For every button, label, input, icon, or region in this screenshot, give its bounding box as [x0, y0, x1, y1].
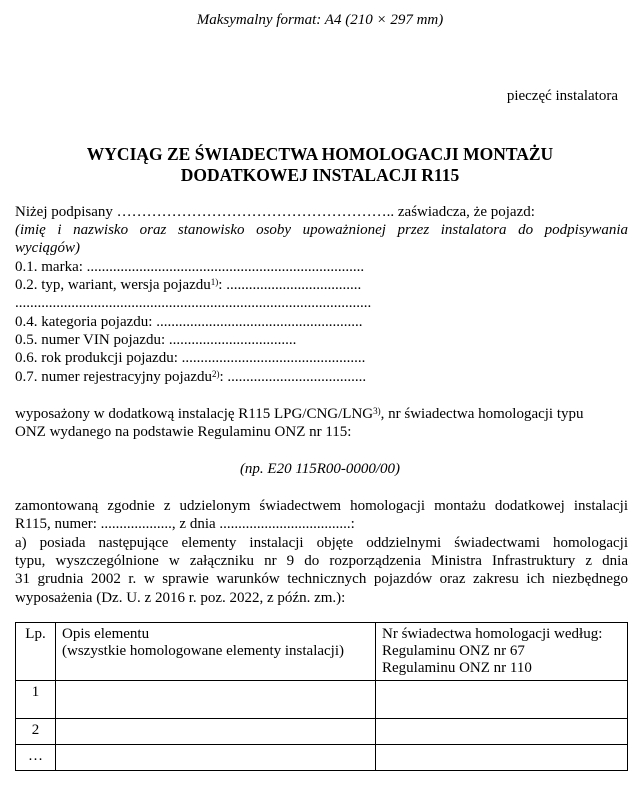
equipped-line-2: ONZ wydanego na podstawie Regulaminu ONZ nr 115:	[15, 424, 352, 440]
intro-note-line-1: (imię i nazwisko oraz stanowisko osoby upoważnionej przez instalatora do podpisywania	[15, 222, 628, 238]
table-cell	[56, 681, 376, 719]
footnote-1-ref: 1)	[210, 277, 219, 287]
installer-stamp-label: pieczęć instalatora	[506, 88, 618, 104]
field-registration: 0.7. numer rejestracyjny pojazdu$^{2)}$: .....................................	[15, 369, 367, 385]
format-note: Maksymalny format: A4 (210 × 297 mm)	[196, 12, 444, 28]
field-production-year: 0.6. rok produkcji pojazdu: .................................................	[15, 350, 366, 366]
title-line-2: DODATKOWEJ INSTALACJI R115	[180, 165, 460, 185]
table-cell	[376, 681, 628, 719]
field-make: 0.1. marka: ..........................................................................	[15, 259, 365, 275]
footnote-3-ref: 3)	[373, 406, 381, 416]
table-cell	[56, 745, 376, 771]
clause-a-line-2: typu, wyszczególnione w załączniku nr 9 do rozporządzenia Ministra Infrastruktury z dnia	[15, 553, 628, 569]
intro-line: Niżej podpisany ……………………………………………….. zaświadcza, że pojazd:	[15, 204, 535, 220]
header-description: Opis elementu (wszystkie homologowane elementy instalacji)	[56, 623, 376, 681]
table-row: …	[16, 745, 628, 771]
intro-note-line-2: wyciągów)	[15, 240, 80, 256]
header-certificate: Nr świadectwa homologacji według: Regulaminu ONZ nr 67 Regulaminu ONZ nr 110	[376, 623, 628, 681]
example-number: (np. E20 115R00-0000/00)	[239, 461, 401, 477]
table-cell	[56, 719, 376, 745]
mounted-line-1: zamontowaną zgodnie z udzielonym świadectwem homologacji montażu dodatkowej instalacji	[15, 498, 628, 514]
clause-a-line-1: a) posiada następujące elementy instalacji objęte oddzielnymi świadectwami homologacji	[15, 535, 628, 551]
field-category: 0.4. kategoria pojazdu: .......................................................	[15, 314, 363, 330]
field-type-continuation: ...............................................................................................	[15, 295, 372, 311]
footnote-2-ref: 2)	[212, 369, 220, 379]
equipped-line-1: wyposażony w dodatkową instalację R115 LPG/CNG/LNG$^{3)}$, nr świadectwa homologacji typu	[15, 406, 584, 422]
clause-a-line-4: wyposażenia (Dz. U. z 2016 r. poz. 2022, z późn. zm.):	[15, 590, 346, 606]
table-row: 1	[16, 681, 628, 719]
field-vin: 0.5. numer VIN pojazdu: ..................................	[15, 332, 297, 348]
table-cell	[376, 719, 628, 745]
field-type-variant: 0.2. typ, wariant, wersja pojazdu$^{1)}$: ....................................	[15, 277, 362, 293]
table-header-row	[16, 623, 628, 681]
title-line-1: WYCIĄG ZE ŚWIADECTWA HOMOLOGACJI MONTAŻU	[86, 144, 554, 164]
mounted-line-2: R115, numer: ..................., z dnia ...................................:	[15, 516, 355, 532]
elements-table	[15, 622, 628, 771]
header-lp: Lp.	[16, 623, 56, 681]
table-cell	[376, 745, 628, 771]
clause-a-line-3: 31 grudnia 2002 r. w sprawie warunków technicznych pojazdów oraz zakresu ich niezbędnego	[15, 571, 628, 587]
table-row: 2	[16, 719, 628, 745]
